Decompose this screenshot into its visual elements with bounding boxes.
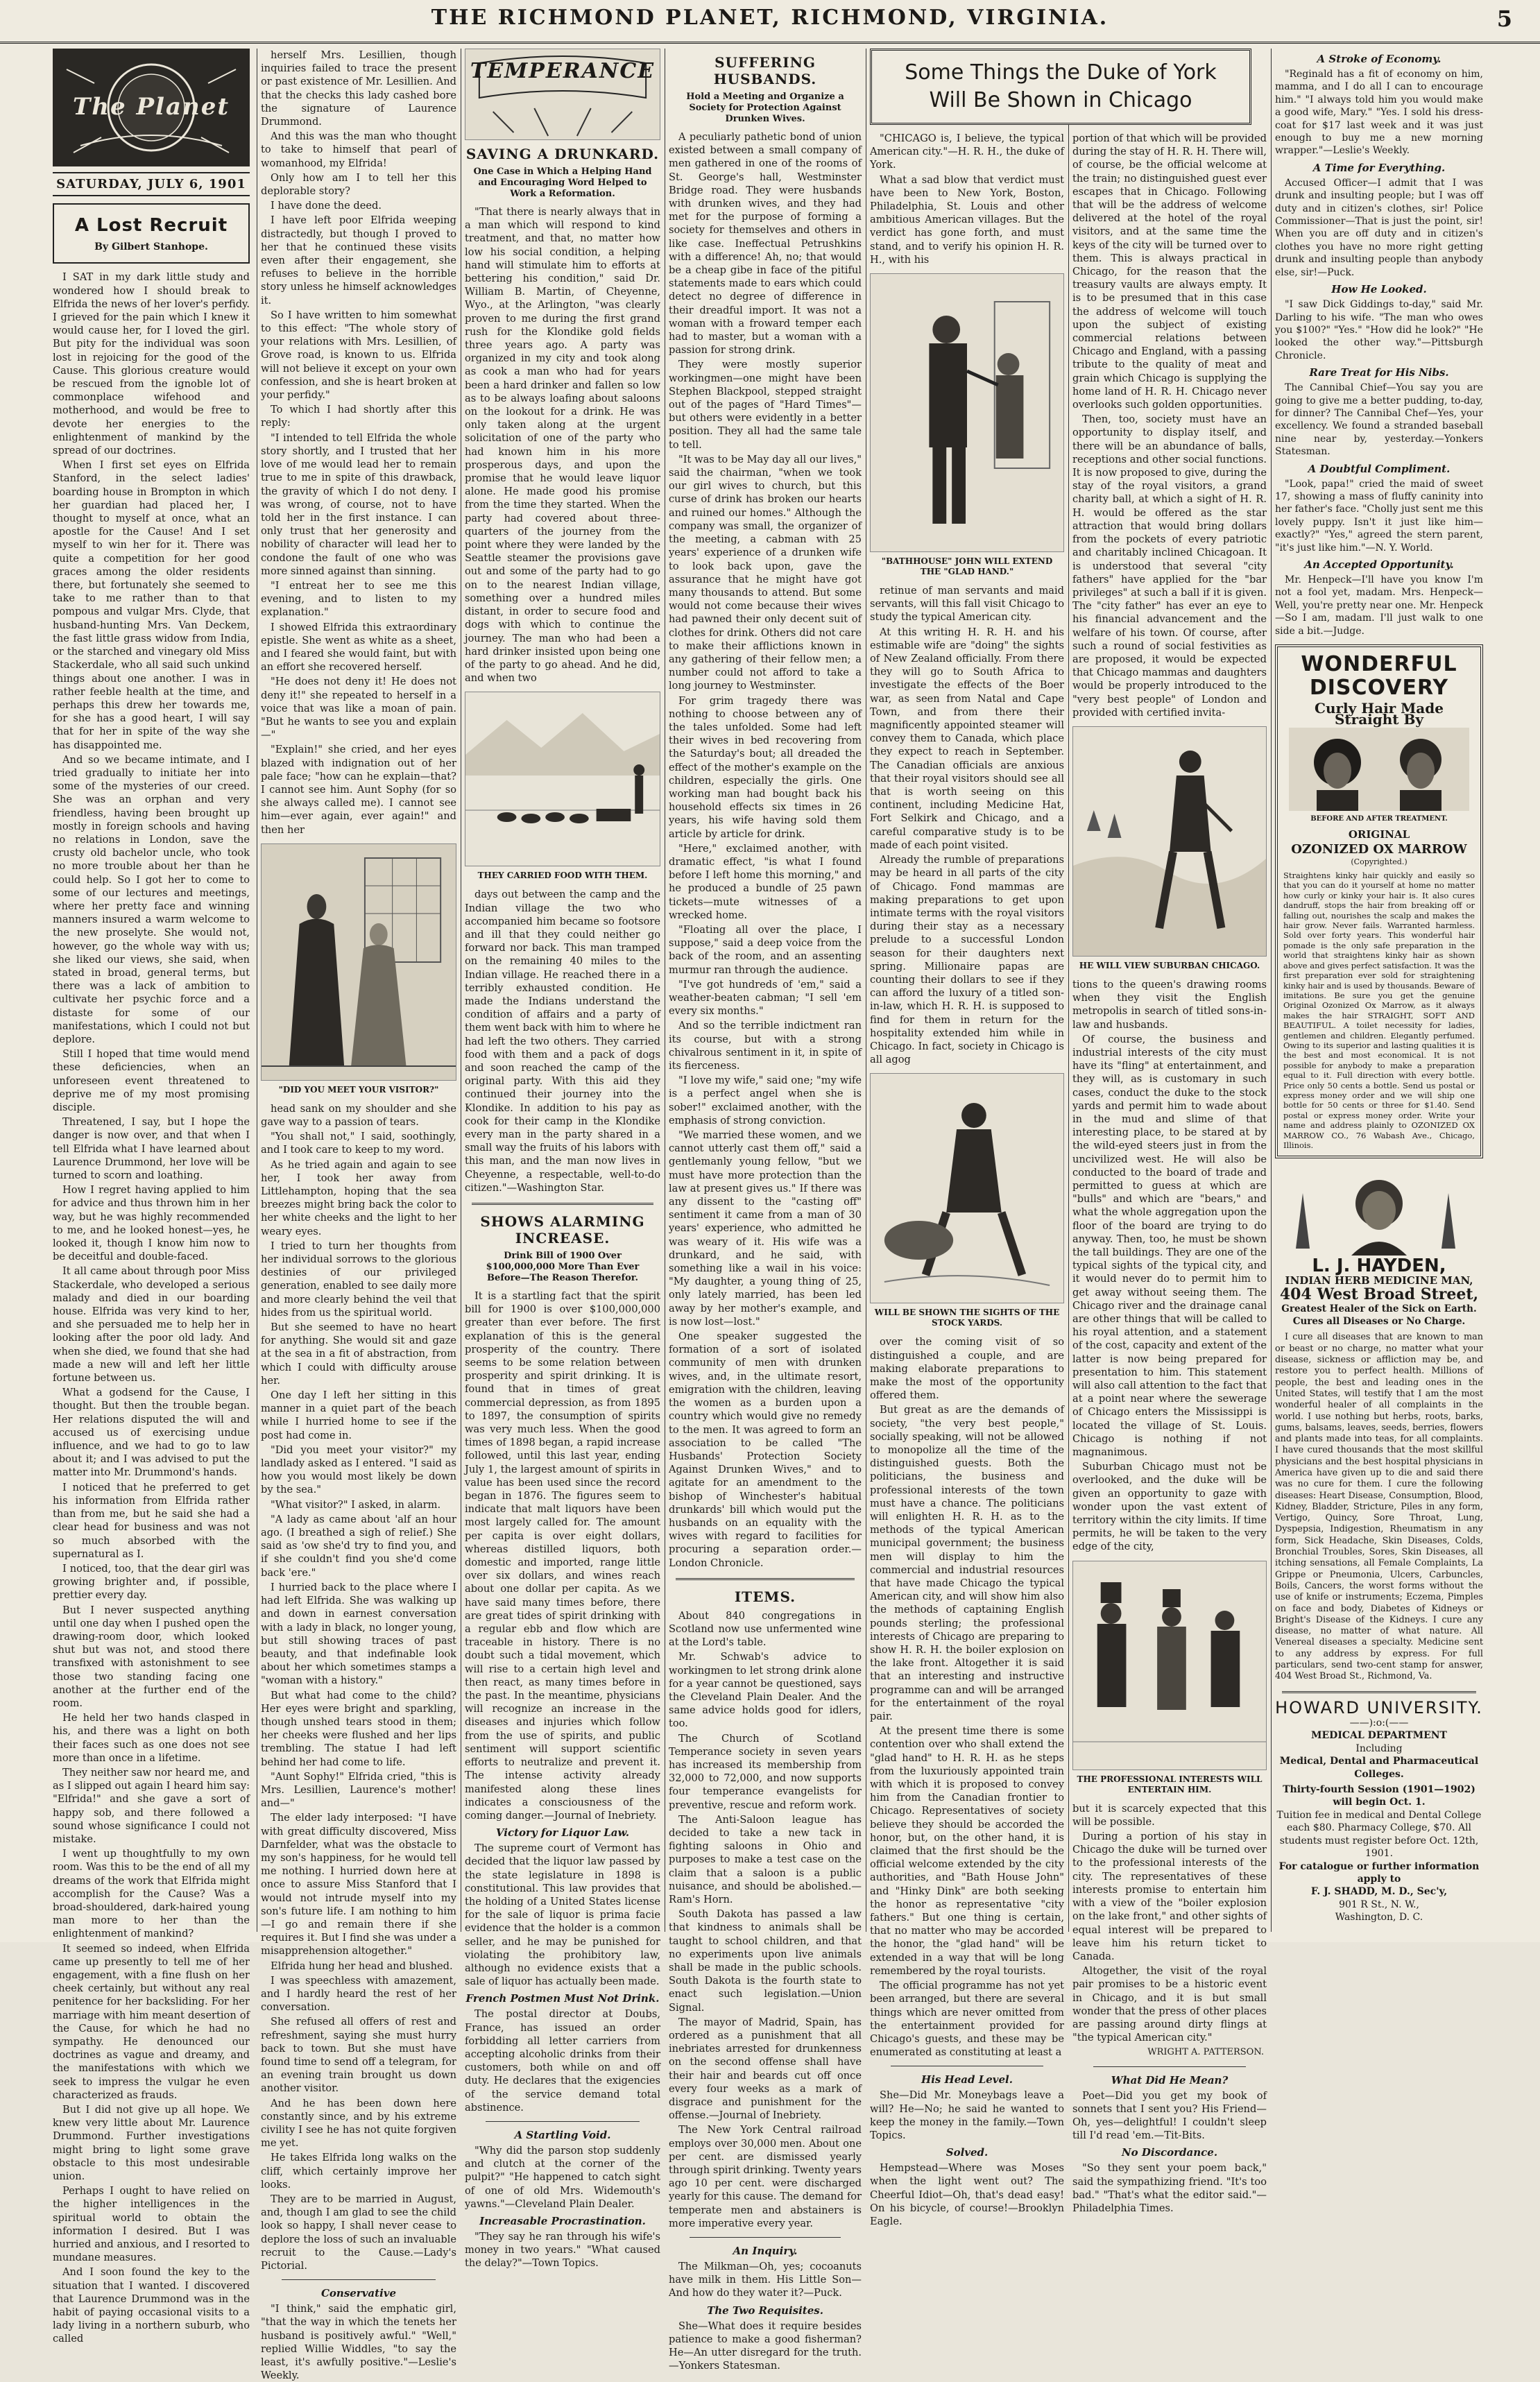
- column-6: [1072, 132, 1267, 2214]
- byline: By Gilbert Stanhope.: [94, 241, 208, 253]
- paragraph: Only how am I to tell her this deplorable story?: [261, 171, 456, 198]
- paragraph: "Floating all over the place, I suppose," said a deep voice from the back of the room, and an assenting murmur ran through the audience.: [669, 923, 862, 976]
- paragraph: He held her two hands clasped in his, and there was a light on both their faces such as one does not see more than once in a lifetime.: [53, 1712, 250, 1764]
- paragraph: The supreme court of Vermont has decided that the liquor law passed by the state legislature in 1898 is constitutional. This law provides that the holding of a United States license for the sale of liquor is prima facie evidence that the holder is a common seller, and he may be punished for violating the prohibitory law, although no evidence exists that a sale of liquor has actually been made.: [465, 1842, 660, 1988]
- women-at-gate-icon: [262, 844, 456, 1080]
- column-2: [261, 49, 456, 2382]
- paragraph: And so we became intimate, and I tried gradually to initiate her into some of the mysteries of our creed. She was an orphan and very friendless, having been brought up mostly in foreign schools and having no relations in London, save the crusty old bachelor uncle, who took no more trouble about her than he could help. So I got her to come to some of our lectures and meetings, where her pretty face and winning manners insured a warm welcome to the new proselyte. She would not, however, go the whole way with us; she liked our views, she said, when stated in broad, general terms, but there was a lack of ambition to cultivate her psychic force and a distaste for some of our manifestations, which I could not but deplore.: [53, 753, 250, 1045]
- paragraph: "They say he ran through his wife's money in two years." "What caused the delay?"—Town Topics.: [465, 2230, 660, 2270]
- paragraph: I SAT in my dark little study and wondered how I should break to Elfrida the news of her lover's perfidy. I grieved for the pain which I knew it would cause her, for I loved the girl. But pity for the individual was soon lost in rejoicing for the good of the Cause. This glorious creature would be rescued from the ignoble lot of commonplace wifehood and motherhood, and would be free to devote her energies to the enlightenment of mankind by the spread of our doctrines.: [53, 271, 250, 457]
- paragraph: But she seemed to have no heart for anything. She would sit and gaze at the sea in a fit of abstraction, from which I could with difficulty arouse her.: [261, 1321, 456, 1387]
- illustration-glad-hand: [870, 273, 1064, 552]
- howard-including: Including: [1355, 1742, 1403, 1754]
- section-heading: How He Looked.: [1331, 283, 1427, 296]
- paragraph: The elder lady interposed: "I have with great difficulty discovered, Miss Darnfelder, what was the obstacle to my son's happiness, for he would tell me nothing. I hurried down here at once to assure Miss Stanford that I would not intrude myself into my son's future life. I am nothing to him—I go and remain there if she requires it. But I find she was under a misapprehension altogether.": [261, 1812, 456, 1957]
- section-heading: Solved.: [946, 2146, 989, 2159]
- paragraph: "Explain!" she cried, and her eyes blazed with indignation out of her pale face; "how can he explain—that? I cannot see him. Aunt Sophy (for so she always called me). I cannot see him—ever again, ever again!" and then her: [261, 744, 456, 836]
- section-heading: His Head Level.: [921, 2073, 1013, 2087]
- paragraph: The Cannibal Chief—You say you are going to give me a better pudding, to-day, for dinner? The Cannibal Chef—Yes, your excellency. We found a stranded baseball nine near by, yesterday.—Yonkers Statesman.: [1275, 382, 1483, 458]
- illustration-caption: "BATHHOUSE" JOHN WILL EXTEND THE "GLAD HAND.": [881, 556, 1053, 577]
- paragraph: For grim tragedy there was nothing to choose between any of the tales unfolded. Some had left their wives in bed recovering from the Saturday's bout; all dreaded the effect of the mother's example on the children, especially the girls. One working man had bought back his household effects six times in 26 years, his wife having sold them article by article for drink.: [669, 694, 862, 840]
- paragraph: "What visitor?" I asked, in alarm.: [271, 1498, 441, 1511]
- hayden-name: L. J. HAYDEN,: [1312, 1256, 1446, 1277]
- story-title: A Lost Recruit: [74, 215, 228, 237]
- howard-catalogue: For catalogue or further information apply to: [1278, 1860, 1480, 1885]
- paragraph: I tried to turn her thoughts from her individual sorrows to the glorious destinies of our privileged generation, enabled to see daily more and more clearly behind the veil that hides from us the spiritual world.: [261, 1240, 456, 1319]
- divider: [690, 2237, 841, 2238]
- paragraph: What a godsend for the Cause, I thought. But then the trouble began. Her relations disputed the will and accused us of exercising undue influence, and we had to go to law about it; and I was advised to put the matter into Mr. Drummond's hands.: [53, 1387, 250, 1479]
- illustration-caption: HE WILL VIEW SUBURBAN CHICAGO.: [1079, 960, 1260, 970]
- paragraph: When I first set eyes on Elfrida Stanford, in the select ladies' boarding house in Brompton in which her guardian had placed her, I thought to myself at once, what an apostle for the Cause! And I set myself to win her for it. There was quite a competition for her good graces among the older residents there, but fortunately she seemed to take to me rather than to that pompous and vulgar Mrs. Clyde, that husband-hunting Mrs. Van Deckem, the fast little grass widow from India, or the starched and vinegary old Miss Stackerdale, who all said such unkind things about one another. I was in rather feeble health at the time, and perhaps this drew her towards me, for she has a good heart, I will say that for her in spite of the way she has disappointed me.: [53, 459, 250, 751]
- column-rule: [1271, 49, 1272, 1932]
- duke-title-line2: Will Be Shown in Chicago: [929, 88, 1192, 112]
- paragraph: "I intended to tell Elfrida the whole story shortly, and I trusted that her love of me would lead her to remain true to me in spite of this drawback, the gravity of which I do not deny. I was wrong, of course, not to have told her in the first instance. I can only trust that her generosity and nobility of character will lead her to condone the fault of one who was more sinned against than sinning.: [261, 431, 456, 577]
- paragraph: Threatened, I say, but I hope the danger is now over, and that when I tell Elfrida what I have learned about Laurence Drummond, her love will be turned to scorn and loathing.: [53, 1116, 250, 1182]
- officer-handshake-icon: [871, 274, 1063, 551]
- column-7: [1275, 49, 1483, 1932]
- hayden-tagline: Greatest Healer of the Sick on Earth. Cures all Diseases or No Charge.: [1281, 1303, 1477, 1328]
- column-3: [465, 49, 660, 2270]
- paragraph: The mayor of Madrid, Spain, has ordered as a punishment that all inebriates arrested for drunkenness on the second offense shall have their hair and beards cut off once every four weeks as a mark of disgrace and punishment for the offense.—Journal of Inebriety.: [669, 2016, 862, 2122]
- page-number: 5: [1496, 6, 1512, 32]
- paragraph: "So they sent your poem back," said the sympathizing friend. "It's too bad." "That's what the editor said."—Philadelphia Times.: [1072, 2162, 1267, 2214]
- divider: [472, 1203, 653, 1205]
- section-heading: SUFFERING HUSBANDS.: [713, 54, 817, 87]
- paragraph: They are to be married in August, and, though I am glad to see the child look so happy, I shall never cease to deplore the loss of such an invaluable recruit to the Cause.—Lady's Pictorial.: [261, 2193, 456, 2272]
- paragraph: The official programme has not yet been arranged, but there are several things which are never omitted from the entertainment provided for Chicago's guests, and these may be enumerated as constituting at least a: [870, 1980, 1064, 2059]
- paragraph: It all came about through poor Miss Stackerdale, who developed a serious malady and died in our boarding house. Elfrida was very kind to her, and she persuaded me to help her in looking after the poor old lady. And when she died, we found that she had made a new will and left her little fortune between us.: [53, 1265, 250, 1385]
- gentlemen-meeting-icon: [1073, 1561, 1266, 1770]
- masthead-title: THE RICHMOND PLANET, RICHMOND, VIRGINIA.: [431, 6, 1109, 30]
- howard-divider: ——):o:(——: [1349, 1717, 1409, 1729]
- section-heading: A Startling Void.: [514, 2128, 611, 2141]
- paragraph: "Why did the parson stop suddenly and clutch at the corner of the pulpit?" "He happened to catch sight of one of old Mrs. Widemouth's yawns."—Cleveland Plain Dealer.: [465, 2144, 660, 2210]
- paragraph: But great as are the demands of society, "the very best people," socially speaking, will not be allowed to monopolize all the time of the distinguished guests. Both the politicians, the business and professional interests of the town must have a chance. The politicians will enlighten H. R. H. as to the methods of the typical American municipal government; the business men will display to him the commercial and industrial resources that have made Chicago the typical American city, and will show him also the methods of captaining English pounds sterling; the professional interests of Chicago are preparing to show H. R. H. the boiler explosion on the lake front. Altogether it is said that an interesting and instructive programme can and will be arranged for the entertainment of the royal pair.: [870, 1404, 1064, 1723]
- paragraph: During a portion of his stay in Chicago the duke will be turned over to the professional interests of the city. The representatives of these interests promise to entertain him with a view of the "boiler explosion on the lake front," and other sights of equal interest will be prepared to leave him his return ticket to Canada.: [1072, 1831, 1267, 1962]
- column-rule: [1068, 49, 1069, 1932]
- paragraph: She—What does it require besides patience to make a good fisherman? He—An utter disregard for the truth.—Yonkers Statesman.: [669, 2320, 862, 2372]
- paragraph: "CHICAGO is, I believe, the typical American city."—H. R. H., the duke of York.: [870, 132, 1064, 171]
- paragraph: At this writing H. R. H. and his estimable wife are "doing" the sights of New Zealand officially. From there they will go to South Africa to investigate the effects of the Boer war, as seen from Natal and Cape Town, and from there their magnificently appointed steamer will convey them to Canada, which place they expect to reach in September. The Canadian officials are anxious that their royal visitors should see all that is worth seeing on this continent, including Medicine Hat, Fort Selkirk and Chicago, and a careful comparative study is to be made of each point visited.: [870, 626, 1064, 851]
- illustration-caption: THE PROFESSIONAL INTERESTS WILL ENTERTAIN HIM.: [1077, 1774, 1263, 1794]
- paragraph: A peculiarly pathetic bond of union existed between a small company of men gathered in one of the rooms of St. George's hall, Westminster Bridge road. They were husbands with drunken wives, and they had met for the purpose of forming a society for themselves and others in like case. Ineffectual Petrushkins with a difference! Ah, no; that would be a cheap gibe in face of the pitiful statements made to ears which could detect no degree of difference in their dreadful import. It was not a woman with a froward temper each had to master, but a woman with a passion for strong drink.: [669, 131, 862, 357]
- paragraph: "I think," said the emphatic girl, "that the way in which the tenets her husband is positively awful." "Well," replied Willie Widdles, "to say the least, it's awfully positive."—Leslie's Weekly.: [261, 2303, 456, 2382]
- paragraph: "Here," exclaimed another, with dramatic effect, "is what I found before I left home this morning," and he produced a bundle of 25 pawn tickets—mute witnesses of a wrecked home.: [669, 842, 862, 921]
- paragraph: I have left poor Elfrida weeping distractedly, but though I proved to her that he continued these visits even after their engagement, she refuses to believe in the horrible story unless he himself acknowledges it.: [261, 214, 456, 307]
- illustration-professional-interests: [1072, 1561, 1267, 1770]
- paragraph: But what had come to the child? Her eyes were bright and sparkling, though unshed tears stood in them; her cheeks were flushed and her lips trembling. The statue I had left behind her had come to life.: [261, 1689, 456, 1768]
- divider: [676, 1578, 855, 1580]
- howard-colleges: Medical, Dental and Pharmaceutical Colleges.: [1279, 1756, 1479, 1780]
- illustration-caption: WILL BE SHOWN THE SIGHTS OF THE STOCK YARDS.: [874, 1308, 1060, 1328]
- section-heading: A Doubtful Compliment.: [1308, 462, 1451, 475]
- paragraph: Already the rumble of preparations may be heard in all parts of the city of Chicago. Fond mammas are making preparations to get upon intimate terms with the royal visitors during their stay as a necessary prelude to a successful London season for their daughters next spring. Millionaire papas are counting their dollars to see if they can afford the luxury of a titled son-in-law, which H. R. H. is supposed to find for them in return for the hospitality extended him while in Chicago. In fact, society in Chicago is all agog: [870, 854, 1064, 1066]
- ad-copyright: (Copyrighted.): [1351, 857, 1408, 867]
- section-heading: No Discordance.: [1121, 2146, 1218, 2159]
- section-subheading: Hold a Meeting and Organize a Society for Protection Against Drunken Wives.: [686, 92, 844, 124]
- section-heading: Increasable Procrastination.: [479, 2214, 646, 2227]
- paragraph: I noticed, too, that the dear girl was growing brighter and, if possible, prettier every day.: [53, 1562, 250, 1602]
- paragraph: But I did not give up all hope. We knew very little about Mr. Laurence Drummond. Further investigations might bring to light some grave obstacle to this most undesirable union.: [53, 2104, 250, 2183]
- paragraph: What a sad blow that verdict must have been to New York, Boston, Philadelphia, St. Louis and other ambitious American villages. But the verdict has gone forth, and must stand, and to verify his opinion H. R. H., with his: [870, 173, 1064, 266]
- howard-university-name: HOWARD UNIVERSITY.: [1275, 1697, 1483, 1717]
- paragraph: Suburban Chicago must not be overlooked, and the duke will be given an opportunity to gaze with wonder upon the vast extent of territory within the city limits. If time permits, he will be taken to the very edge of the city,: [1072, 1461, 1267, 1553]
- section-heading: SHOWS ALARMING INCREASE.: [480, 1213, 645, 1246]
- paragraph: It seemed so indeed, when Elfrida came up presently to tell me of her engagement, with a fine flush on her cheek certainly, but without any real penitence for her backsliding. For her marriage with him meant desertion of the Cause, for which he had no sympathy. He denounced our doctrines as vague and dreamy, and the manifestations with which we seek to impress the vulgar he even characterized as frauds.: [53, 1942, 250, 2101]
- divider: [1282, 1691, 1476, 1693]
- paragraph: One speaker suggested the formation of a sort of isolated community of men with drunken wives, and, in the ultimate resort, emigration with the children, leaving the women as a burden upon a country which would give no remedy to the men. It was agreed to form an association to be called "The Husbands' Protection Society Against Drunken Wives," and to agitate for an amendment to the bishop of Winchester's habitual drunkards' bill which would put the husbands on an equality with the wives with regard to facilities for procuring a separation order.—London Chronicle.: [669, 1330, 862, 1569]
- paragraph: And so the terrible indictment ran its course, but with a strong chivalrous sentiment in it, in spite of its fierceness.: [669, 1020, 862, 1072]
- ad-product: OZONIZED OX MARROW: [1291, 842, 1467, 857]
- paragraph: The Anti-Saloon league has decided to take a new tack in fighting saloons in Ohio and purposes to make a test case on the claim that a saloon is a public nuisance, and should be abolished.—Ram's Horn.: [669, 1813, 862, 1905]
- paragraph: Elfrida hung her head and blushed.: [271, 1960, 453, 1972]
- paragraph: over the coming visit of so distinguished a couple, and are making elaborate preparations to make the most of the opportunity offered them.: [870, 1336, 1064, 1402]
- paragraph: And this was the man who thought to take to himself that pearl of womanhood, my Elfrida!: [261, 130, 456, 169]
- column-4: [669, 49, 862, 2372]
- paragraph: The New York Central railroad employs over 30,000 men. About one per cent. are dismissed yearly through spirit drinking. Twenty years ago 10 per cent. were discharged yearly for this cause. The demand for temperate men and abstainers is more imperative every year.: [669, 2124, 862, 2229]
- illustration-caption: THEY CARRIED FOOD WITH THEM.: [477, 871, 648, 881]
- section-heading: An Accepted Opportunity.: [1304, 558, 1454, 571]
- dog-sled-icon: [465, 692, 660, 866]
- illustration-two-women: [261, 843, 456, 1081]
- paragraph: head sank on my shoulder and she gave way to a passion of tears.: [261, 1102, 456, 1128]
- illustration-stock-yards: [870, 1073, 1064, 1303]
- howard-session: Thirty-fourth Session (1901—1902) will begin Oct. 1.: [1283, 1784, 1475, 1808]
- hayden-title: INDIAN HERB MEDICINE MAN,: [1285, 1274, 1473, 1287]
- ad-original: ORIGINAL: [1348, 828, 1410, 841]
- paragraph: Mr. Henpeck—I'll have you know I'm not a fool yet, madam. Mrs. Henpeck—Well, you're pretty near one. Mr. Henpeck—So I am, madam. I'll just walk to one side a bit.—Judge.: [1275, 574, 1483, 637]
- paragraph: herself Mrs. Lesillien, though inquiries failed to trace the present or past existence of Mr. Lesillien. And that the checks this lady cashed bore the signature of Laurence Drummond.: [261, 49, 456, 128]
- ad-photo-caption: BEFORE AND AFTER TREATMENT.: [1310, 815, 1448, 823]
- paragraph: Then, too, society must have an opportunity to display itself, and there will be an abundance of balls, receptions and other social functions. It is now proposed to give, during the stay of the royal visitors, a grand charity ball, at which a sight of H. R. H. would be offered as the star attraction that would bring dollars from the pockets of every patriotic and charitably inclined Chicagoan. It is understood that several "city fathers" have applied for the "bar privileges" at such a ball if it is given. The "city father" has ever an eye to his financial advancement and the welfare of his town. Of course, after such a round of social festivities as are proposed, it would be expected that Chicago mammas and daughters would be properly introduced to the "very best people" of London and provided with certified invita-: [1072, 413, 1267, 719]
- duke-article-title: [870, 49, 1251, 125]
- paragraph: Altogether, the visit of the royal pair promises to be a historic event in Chicago, and it is but small wonder that the press of other places are passing around dirty flings at "the typical American city.": [1072, 1965, 1267, 2044]
- paragraph: He takes Elfrida long walks on the cliff, which certainly improve her looks.: [261, 2152, 456, 2191]
- paragraph: The Milkman—Oh, yes; cocoanuts have milk in them. His Little Son—And how do they water it?—Puck.: [669, 2261, 862, 2299]
- paragraph: "He does not deny it! He does not deny it!" she repeated to herself in a voice that was like a moan of pain. "But he wants to see you and explain—": [261, 676, 456, 742]
- section-heading: A Stroke of Economy.: [1317, 53, 1441, 65]
- paragraph: To which I had shortly after this reply:: [261, 404, 456, 429]
- paragraph: Hempstead—Where was Moses when the light went out? The Cheerful Idiot—Oh, that's dead easy! On his bicycle, of course!—Brooklyn Eagle.: [870, 2162, 1064, 2227]
- paragraph: "You shall not," I said, soothingly, and I took care to keep to my word.: [261, 1131, 456, 1156]
- paragraph: "I entreat her to see me this evening, and to listen to my explanation.": [261, 579, 456, 619]
- divider: [486, 2121, 640, 2122]
- paragraph: "Aunt Sophy!" Elfrida cried, "this is Mrs. Lesillien, Laurence's mother! and—": [261, 1770, 456, 1810]
- duke-walking-icon: [1073, 727, 1266, 956]
- section-heading: Rare Treat for His Nibs.: [1309, 366, 1449, 379]
- paragraph: One day I left her sitting in this manner in a quiet part of the beach while I hurried home to see if the post had come in.: [261, 1389, 456, 1441]
- paragraph: but it is scarcely expected that this will be possible.: [1072, 1802, 1267, 1828]
- temperance-banner: [465, 49, 660, 140]
- paragraph: I showed Elfrida this extraordinary epistle. She went as white as a sheet, and I feared she would faint, but with an effort she recovered herself.: [261, 621, 456, 674]
- paragraph: "Did you meet your visitor?" my landlady asked as I entered. "I said as how you would most likely be down by the sea.": [261, 1443, 456, 1496]
- paragraph: The Church of Scotland Temperance society in seven years has increased its membership from 32,000 to 72,000, and now supports four temperance evangelists for preventive, rescue and reform work.: [669, 1732, 862, 1811]
- man-fleeing-steer-icon: [871, 1074, 1063, 1303]
- hayden-portrait-icon: [1275, 1165, 1483, 1256]
- paragraph: About 840 congregations in Scotland now use unfermented wine at the Lord's table.: [669, 1609, 862, 1649]
- illustration-suburban-chicago: [1072, 726, 1267, 957]
- temperance-word: TEMPERANCE: [470, 59, 656, 83]
- paragraph: How I regret having applied to him for advice and thus thrown him in her way, but he was highly recommended to me, and he looked honest—yes, he looked it, though I know him now to be deceitful and double-faced.: [53, 1184, 250, 1263]
- paragraph: She—Did Mr. Moneybags leave a will? He—No; he said he wanted to keep the money in the family.—Town Topics.: [870, 2089, 1064, 2141]
- paragraph: As he tried again and again to see her, I took her away from Littlehampton, hoping that the sea breezes might bring back the color to her white cheeks and the light to her weary eyes.: [261, 1158, 456, 1237]
- section-heading: ITEMS.: [734, 1588, 796, 1605]
- section-heading: An Inquiry.: [733, 2245, 798, 2258]
- howard-tuition: Tuition fee in medical and Dental College each $80. Pharmacy College, $70. All students must register before Oct. 12th, 1901.: [1276, 1809, 1482, 1860]
- paragraph: And he has been down here constantly since, and by his extreme civility I see he has not quite forgiven me yet.: [261, 2097, 456, 2150]
- divider: [282, 2279, 436, 2280]
- paragraph: Accused Officer—I admit that I was drunk and insulting people; but I was off duty and in citizen's clothes, sir! Police Commissioner—That is just the point, sir! When you are off duty and in citizen's clothes you have no more right getting drunk and insulting people than anybody else, sir!—Puck.: [1275, 177, 1483, 278]
- divider: [1093, 2066, 1246, 2067]
- paragraph: "That there is nearly always that in a man which will respond to kind treatment, and that, no matter how low his social condition, a helping hand will stimulate him to efforts at bettering his condition," said Dr. William B. Martin, of Cheyenne, Wyo., at the Arlington, "was clearly proven to me during the first grand rush for the Klondike gold fields three years ago. A party was organized in my city and took along as cook a man who had for years been a hard drinker and fallen so low as to be always loafing about saloons on the lookout for a drink. He was only taken along at the urgent solicitation of one of the party who had known him in his more prosperous days, and upon the promise that he would leave liquor alone. He made good his promise from the time they started. When the party had covered about three-quarters of the journey from the point where they were landed by the Seattle steamer the provisions gave out and some of the party had to go on to the nearest Indian village, something over a hundred miles distant, in order to secure food and dogs with which to continue the journey. The man who had been a hard drinker insisted upon being one of the party to go ahead. And he did, and when two: [465, 206, 660, 685]
- planet-logo: [53, 49, 250, 166]
- section-heading: Victory for Liquor Law.: [495, 1826, 630, 1840]
- column-1: [53, 49, 250, 2345]
- paragraph: Perhaps I ought to have relied on the higher intelligences in the spiritual world to obtain the information I desired. But I was hurried and anxious, and I resorted to mundane measures.: [53, 2185, 250, 2264]
- paragraph: "Reginald has a fit of economy on him, mamma, and I do all I can to encourage him." "I always told him you would make a good wife, Mary." "Yes. I sold his dress-coat for $17 last week and it was just enough to buy me a new morning wrapper."—Leslie's Weekly.: [1275, 69, 1483, 157]
- paragraph: At the present time there is some contention over who shall extend the "glad hand" to H. R. H. as he steps from the luxuriously appointed train with which it is proposed to convey him from the Canadian frontier to Chicago. Representatives of society believe they should be accorded the honor, but, on the other hand, it is claimed that the first should be the official welcome extended by the city authorities, and "Bath House John" and "Hinky Dink" are both seeking the honor as representative "city fathers." But one thing is certain, that no matter who may be accorded the honor, the "glad hand" will be extended in a way that will be long remembered by the royal tourists.: [870, 1725, 1064, 1977]
- howard-contact-city: Washington, D. C.: [1335, 1912, 1423, 1923]
- paragraph: "It was to be May day all our lives," said the chairman, "when we took our girl wives to church, but this curse of drink has broken our hearts and ruined our homes." Although the company was small, the organizer of the meeting, a cabman with 25 years' experience of a drunken wife to look back upon, gave the assurance that he might have got many thousands to attend. But some would not come because their wives had pawned their only decent suit of clothes for drink. Others did not care to make their afflictions known in any gathering of their fellow men; a number could not afford to take a long journey to Westminster.: [669, 453, 862, 692]
- paragraph: The postal director at Doubs, France, has issued an order forbidding all letter carriers from accepting alcoholic drinks from their customers, both while on and off duty. He declares that the exigencies of the service demand total abstinence.: [465, 2008, 660, 2114]
- paragraph: But I never suspected anything until one day when I pushed open the drawing-room door, which looked shut but was not, and stood there transfixed with astonishment to see those two standing facing one another at the further end of the room.: [53, 1604, 250, 1709]
- paragraph: They neither saw nor heard me, and as I slipped out again I heard him say: "Elfrida!" and she gave a sort of happy sob, and there followed a sound whose significance I could not mistake.: [53, 1766, 250, 1845]
- section-heading: French Postmen Must Not Drink.: [465, 1992, 660, 2005]
- paragraph: retinue of man servants and maid servants, will this fall visit Chicago to study the typical American city.: [870, 585, 1064, 624]
- issue-date: SATURDAY, JULY 6, 1901: [53, 172, 250, 196]
- paragraph: "We married these women, and we cannot utterly cast them off," said a gentlemanly young fellow, "but we must have more protection than the law at present gives us." If there was any dissent to the "casting off" sentiment it came from a man of 30 years' experience, who admitted he was weary of it. His wife was a drunkard, and he said, with something like a wail in his voice: "My daughter, a young thing of 25, only lately married, has been led away by her mother's example, and is now lost—lost.": [669, 1129, 862, 1328]
- paragraph: Mr. Schwab's advice to workingmen to let strong drink alone for a year cannot be questioned, says the Cleveland Plain Dealer. And the same advice holds good for idlers, too.: [669, 1651, 862, 1730]
- section-heading: SAVING A DRUNKARD.: [465, 146, 660, 162]
- paragraph: I cure all diseases that are known to man or beast or no charge, no matter what your disease, sickness or affliction may be, and restore you to perfect health. Millions of people, the best and leading ones in the United States, will testify that I am the most wonderful healer of all complaints in the world. I use nothing but herbs, roots, barks, gums, balsams, leaves, seeds, berries, flowers and plants made into teas, for all complaints. I have cured thousands that the most skillful physicians and the best hospital physicians in America have given up to die and said there was no cure for them. I cure the following diseases: Heart Disease, Consumption, Blood, Kidney, Bladder, Stricture, Piles in any form, Vertigo, Quincy, Sore Throat, Lung, Dyspepsia, Indigestion, Rheumatism in any form, Sick Headache, Skin Diseases, Colds, Bronchial Troubles, Sores, Skin Diseases, all itching sensations, all Female Complaints, La Grippe or Pneumonia, Ulcers, Carbuncles, Boils, Cancers, the worst forms without the use of knife or instruments; Eczema, Pimples on face and body, Diabetes of Kidneys or Bright's Disease of the Kidneys. I cure any disease, no matter of what nature. All Venereal diseases a specialty. Medicine sent to any address by express. For full particulars, send two-cent stamp for answer, 404 West Broad St., Richmond, Va.: [1275, 1332, 1483, 1682]
- before-after-portraits-icon: [1289, 728, 1469, 811]
- ox-marrow-ad: [1275, 644, 1483, 1158]
- masthead: [0, 0, 1540, 44]
- section-heading: A Time for Everything.: [1312, 161, 1446, 174]
- paragraph: "I saw Dick Giddings to-day," said Mr. Darling to his wife. "The man who owes you $100?" "Yes." "How did he look?" "He looked the other way."—Pittsburgh Chronicle.: [1275, 299, 1483, 361]
- paragraph: She refused all offers of rest and refreshment, saying she must hurry back to town. But she must have found time to send off a telegram, for an evening train brought us down another visitor.: [261, 2016, 456, 2095]
- paragraph: I went up thoughtfully to my own room. Was this to be the end of all my dreams of the work that Elfrida might accomplish for the Cause? Was a broad-shouldered, dark-haired young man more to her than the enlightenment of mankind?: [53, 1848, 250, 1940]
- duke-title-line1: Some Things the Duke of York: [905, 60, 1217, 85]
- section-heading: Conservative: [320, 2287, 397, 2300]
- paragraph: And I soon found the key to the situation that I wanted. I discovered that Laurence Drummond was in the habit of paying occasional visits to a lady living in a northern suburb, who called: [53, 2266, 250, 2345]
- paragraph: days out between the camp and the Indian village the two who accompanied him became so footsore and ill that they could neither go forward nor back. This man tramped on the remaining 40 miles to the Indian village. He reached there in a terribly exhausted condition. He made the Indians understand the condition of affairs and a party of them went back with him to where he had left the two others. They carried food with them and a pack of dogs and soon reached the camp of the original party. With this aid they continued their journey into the Klondike. In addition to his pay as cook for their camp in the Klondike every man in the party shared in a small way the fruits of his labors with this man, and the man now lives in Cheyenne, a respectable, well-to-do citizen."—Washington Star.: [465, 889, 660, 1194]
- author-signature: WRIGHT A. PATTERSON.: [1147, 2047, 1264, 2058]
- paragraph: I hurried back to the place where I had left Elfrida. She was walking up and down in earnest conversation with a lady in black, no longer young, but still showing traces of past beauty, and that indefinable look about her which sometimes stamps a "woman with a history.": [261, 1581, 456, 1687]
- paragraph: They were mostly superior workingmen—one might have been Stephen Blackpool, stepped straight out of the pages of "Hard Times"—but others were evidently in a better position. They all had the same tale to tell.: [669, 359, 862, 451]
- ad-headline: DISCOVERY: [1309, 676, 1449, 701]
- paragraph: I have done the deed.: [271, 200, 382, 212]
- story-body: [53, 271, 250, 2345]
- paragraph: Poet—Did you get my book of sonnets that I sent you? His Friend—Oh, yes—delightful! I couldn't sleep till I'd read 'em.—Tit-Bits.: [1072, 2089, 1267, 2142]
- logo-text: The Planet: [72, 93, 230, 121]
- paragraph: Of course, the business and industrial interests of the city must have its "fling" at entertainment, and they will, as is customary in such cases, conduct the duke to the stock yards and permit him to wade about in the mud and slime of that interesting place, to be stared at by the wild-eyed steers just in from the uncivilized west. He will also be conducted to the board of trade and permitted to guess at which are "bulls" and which are "bears," and what the whole aggregation upon the floor of the board are trying to do anyway. Then, too, he must be shown the tall buildings. They are one of the typical sights of the typical city, and it would never do to permit him to get away without seeing them. The Chicago river and the drainage canal are other things that will be called to his royal attention, and a statement of the cost, capacity and extent of the latter is now being prepared for presentation to him. This statement will also call attention to the fact that at a point near where the sewerage of Chicago enters the Mississippi is located the village of St. Louis. Chicago is nothing if not magnanimous.: [1072, 1033, 1267, 1459]
- paragraph: I was speechless with amazement, and I hardly heard the rest of her conversation.: [261, 1974, 456, 2014]
- ad-subheadline: Curly Hair Made Straight By: [1315, 700, 1444, 728]
- illustration-caption: "DID YOU MEET YOUR VISITOR?": [278, 1084, 439, 1095]
- paragraph: South Dakota has passed a law that kindness to animals shall be taught to school children, and that no experiments upon live animals shall be made in the public schools. South Dakota is the fourth state to enact such legislation.—Union Signal.: [669, 1908, 862, 2014]
- paragraph: tions to the queen's drawing rooms when they visit the English metropolis in search of titled sons-in-law and husbands.: [1072, 978, 1267, 1031]
- paragraph: portion of that which will be provided during the stay of H. R. H. There will, of course, be the official welcome at the train; no distinguished guest ever escapes that in Chicago. Following that will be the address of welcome delivered at the hotel of the royal visitors, and at the same time the keys of the city will be turned over to them. This is always practical in Chicago, for the reason that the treasury vaults are always empty. It is to be presumed that in this case the address of welcome will touch upon the subject of existing commercial relations between Chicago and England, with a passing tribute to the quality of meat and grain which Chicago is supplying the home land of H. R. H. Chicago never overlooks such golden opportunities.: [1072, 132, 1267, 411]
- hayden-address: 404 West Broad Street,: [1279, 1285, 1479, 1304]
- ad-body: Straightens kinky hair quickly and easily so that you can do it yourself at home no matter how curly or kinky your hair is. It also cures dandruff, stops the hair from breaking off or falling out, nourishes the scalp and makes the hair grow. Never fails. Warranted harmless. Sold over forty years. This wonderful hair pomade is the only safe preparation in the world that straightens kinky hair as shown above and gives perfect satisfaction. It was the first preparation ever sold for straightening kinky hair and is used by thousands. Beware of imitations. Be sure you get the genuine Original Ozonized Ox Marrow, as it always makes the hair STRAIGHT, SOFT AND BEAUTIFUL. A toilet necessity for ladies, gentlemen and children. Elegantly perfumed. Owing to its superior and lasting qualities it is the best and most economical. It is not possible for anybody to make a preparation equal to it. Full direction with every bottle. Price only 50 cents a bottle. Send us postal or express money order and we will ship one bottle for 50 cents or three for $1.40. Send postal or express money order. Write your name and address plainly to OZONIZED OX MARROW CO., 76 Wabash Ave., Chicago, Illinois.: [1283, 871, 1475, 1150]
- paragraph: "A lady as came about 'alf an hour ago. (I breathed a sigh of relief.) She said as 'ow she'd try to find you, and if she couldn't find you she'd come back 'ere.": [261, 1513, 456, 1579]
- section-subheading: Drink Bill of 1900 Over $100,000,000 More Than Ever Before—The Reason Therefor.: [486, 1250, 640, 1283]
- story-title-box: [53, 203, 250, 264]
- illustration-dog-sled: [465, 692, 660, 866]
- ad-headline: WONDERFUL: [1301, 652, 1457, 677]
- paragraph: "Look, papa!" cried the maid of sweet 17, showing a mass of fluffy caninity into her father's face. "Cholly just sent me this lovely puppy. Isn't it just like him—exactly?" "Yes," agreed the stern parent, "it's just like him."—N. Y. World.: [1275, 478, 1483, 554]
- paragraph: I noticed that he preferred to get his information from Elfrida rather than from me, but he said she had a clear head for business and was not so much absorbed with the supernatural as I.: [53, 1481, 250, 1560]
- howard-contact-name: F. J. SHADD, M. D., Sec'y,: [1310, 1886, 1448, 1898]
- section-heading: The Two Requisites.: [707, 2304, 823, 2317]
- paragraph: So I have written to him somewhat to this effect: "The whole story of your relations with Mrs. Lesillien, of Grove road, is known to us. Elfrida will not believe it except on your own confession, and she is heart broken at your perfidy.": [261, 309, 456, 402]
- section-subheading: One Case in Which a Helping Hand and Encouraging Word Helped to Work a Reformation.: [473, 166, 652, 199]
- paragraph: "I've got hundreds of 'em," said a weather-beaten cabman; "I sell 'em every six months.": [669, 978, 862, 1018]
- howard-department: MEDICAL DEPARTMENT: [1311, 1730, 1447, 1742]
- paragraph: "I love my wife," said one; "my wife is a perfect angel when she is sober!" exclaimed another, with the emphasis of strong conviction.: [669, 1074, 862, 1126]
- paragraph: It is a startling fact that the spirit bill for 1900 is over $100,000,000 greater than ever before. The first explanation of this is the general prosperity of the country. There seems to be some relation between prosperity and spirit drinking. It is found that in times of great commercial depression, as from 1895 to 1897, the consumption of spirits was very much less. When the good times of 1898 began, a rapid increase followed, until this last year, ending July 1, the largest amount of spirits in value has been used since the record began in 1876. The figures seem to indicate that malt liquors have been most largely called for. The amount per capita is over eight dollars, whereas distilled liquors, both domestic and imported, range little over six dollars, and wines reach about one dollar per capita. As we have said many times before, there are great tides of spirit drinking with a regular ebb and flow which are traceable in history. There is no doubt such a tidal movement, which will rise to a certain high level and then react, as many times before in the past. In the meantime, physicians will recognize an increase in the diseases and injuries which follow from the use of spirits, and public sentiment will support scientific efforts to neutralize and prevent it. The intense activity already manifested along these lines indicates a consciousness of the coming danger.—Journal of Inebriety.: [465, 1289, 660, 1822]
- paragraph: Still I hoped that time would mend these deficiencies, when an unforeseen event threatened to deprive me of my most promising disciple.: [53, 1048, 250, 1113]
- howard-contact-street: 901 R St., N. W.,: [1339, 1899, 1419, 1910]
- section-heading: What Did He Mean?: [1111, 2073, 1229, 2087]
